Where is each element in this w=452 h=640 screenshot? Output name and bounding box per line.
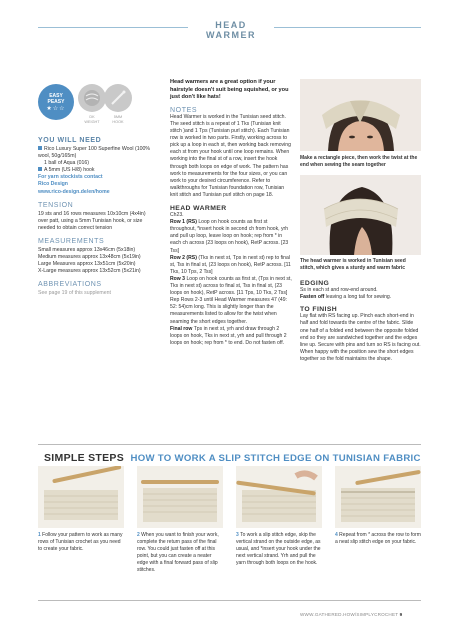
pattern-final-row [170,326,292,347]
stockists-name: Rico Design [38,181,68,188]
weight-label-line-1: DK [89,115,95,119]
measurements-heading: MEASUREMENTS [38,237,105,245]
finishing-column [300,280,421,363]
hook-item [38,167,156,174]
yarn-amount: 1 ball of Aqua (016) [44,160,89,167]
you-will-need-heading: YOU WILL NEED [38,137,102,144]
step-1-photo [38,466,124,528]
row-text: (Tks in next st, Tps in next st) rep to final st, Tss in final st, (23 loops on hook), RetP across. [11 Tks, 10 Tps, 2 Tss] [170,254,291,275]
edging-heading: EDGING [300,280,330,287]
step-description: Follow your pattern to work as many rows of Tunisian crochet as you need to create your fabric. [38,532,123,552]
row-text: Loop on hook counts as first st, (Tps in next st, Tks in next st) across to final st, Tss in final st, (23 loops on hook), RetP across. [11 Tps, 10 Tks, 2 Tss] [170,275,292,297]
page-footer [300,612,402,617]
yarn-item-text: Rico Luxury Super 100 Superfine Wool (100% wool, 50g/165m) [38,146,151,160]
row-text: Tps in next st, yrh and draw through 2 loops on hook, Tks in next st, yrh and pull through 2 loops on hook; rep from * to end. Do not fasten off. [170,325,287,346]
yarn-item [38,146,156,160]
pattern-heading: HEAD WARMER [170,205,227,212]
stockists-url[interactable]: www.rico-design.de/en/home [38,188,110,195]
step-number: 1 [38,532,41,538]
row-label: Row 3 [170,275,186,282]
step-number: 2 [137,532,140,538]
to-finish-text: Lay flat with RS facing up. Pinch each short-end in half and fold towards the centre of the fabric. Slide one half of a folded end between the opposite folded end so they are sandwiched together and the edges line up. Secure with pins and turn so RS is facing out. When happy with the position sew the short edges together so the fold maintains the shape. [300,313,421,362]
header-rule-left [38,27,188,28]
head-warmer-photo-front [300,79,421,151]
step-3-text [236,532,322,567]
bullet-square-icon [38,167,42,171]
pattern-row-1 [170,219,292,254]
simple-steps-label: SIMPLE STEPS [44,452,125,464]
step-3-photo [236,466,322,528]
photo-caption-top: Make a rectangle piece, then work the twist at the end when sewing the seam together [300,155,418,169]
head-warmer-photo-back [300,175,421,255]
difficulty-badge [38,84,74,120]
header-rule-right [274,27,421,28]
simple-steps-rule-bottom [38,600,421,601]
hook-label-line-2: HOOK [112,120,124,124]
tension-text: 19 sts and 16 rows measures 10x10cm (4x4in) over patt, using a 5mm Tunisian hook, or size needed to obtain correct tension [38,210,146,231]
hook-item-text: A 5mm (US H/8) hook [44,167,95,174]
simple-steps-title: HOW TO WORK A SLIP STITCH EDGE ON TUNISIAN FABRIC [130,453,421,464]
pattern-row-3 [170,276,292,297]
hook-size-icon [104,84,132,112]
fasten-label: Fasten off [300,294,325,301]
chain-instruction: Ch23. [170,212,184,219]
materials-column [38,136,156,297]
step-description: Repeat from * across the row to form a neat slip stitch edge on your fabric. [335,532,421,545]
bullet-square-icon [38,146,42,150]
measurement-medium: Medium measures approx 13x48cm (5x19in) [38,254,141,261]
measurement-large: Large Measures approx 13x51cm (5x20in) [38,261,136,268]
edging-text: Ss in each st and row-end around. [300,287,378,294]
notes-text: Head Warmer is worked in the Tunisian seed stitch. The seed stitch is a repeat of 1 Tks (Tunisian knit stitch )and 1 Tps (Tunisian purl stitch). Each Tunisian row is worked in two parts. Firstly, working across to pick up a loop in each st, then working back removing each st from your hook until one loop remains. When working into the final st of a row, insert the hook through both loops on edge of work. The pattern has work to measurements for the four sizes, or you can work to your desired circumference. Refer to walkthroughs for Tunisian foundation row, Tunisian knit stitch and Tunisian purl stitch on page 18. [170,113,291,198]
row-label: Final row [170,325,193,332]
difficulty-line-2: PEASY [47,99,65,105]
measurement-xlarge: X-Large measures approx 13x52cm (5x21in) [38,268,141,275]
step-number: 3 [236,532,239,538]
page-number: 9 [399,612,403,617]
row-label: Row 2 (RS) [170,254,197,261]
step-description: When you want to finish your work, complete the return pass of the final row. You could just fasten off at this point, but you can create a neater edge with a final forward pass of slip stitches. [137,532,219,573]
fasten-text: leaving a long tail for sewing. [325,294,392,301]
step-number: 4 [335,532,338,538]
pattern-column [170,79,292,347]
simple-steps-heading [44,452,421,464]
step-4-photo [335,466,421,528]
page-header-title: HEAD WARMER [206,20,256,40]
weight-label-line-2: WEIGHT [84,120,100,124]
tension-heading: TENSION [38,201,74,209]
simple-steps-rule-top [38,444,421,445]
step-2-text [137,532,223,573]
intro-text: Head warmers are a great option if your hairstyle doesn't suit being squished, or you just don't like hats! [170,79,289,101]
step-2-photo [137,466,223,528]
abbreviations-text: See page 19 of this supplement [38,290,111,297]
difficulty-line-1: EASY [49,93,63,99]
hook-label-line-1: 5MM [113,115,123,119]
difficulty-stars: ★☆☆ [46,106,66,112]
step-1-text [38,532,124,553]
row-text: Loop on hook counts as first st throughout, *insert hook in second ch from hook, yrh and pull up loop, leave loop on hook; rep from * in each ch across (23 loops on hook), RetP across. [23 Tss] [170,219,289,254]
measurement-small: Small measures approx 13x46cm (5x18in) [38,246,136,253]
pattern-repeat: Rep Rows 2-3 until Head Warmer measures 47 (49: 52: 54)cm long. This is slightly longer than the measurements listed to allow for the twist when seaming the short edges together. [170,297,288,325]
hook-size-label [98,115,138,125]
stockists-label: For yarn stockists contact [38,174,103,181]
photo-caption-bottom: The head warmer is worked in Tunisian seed stitch, which gives a sturdy and warm fabric [300,258,406,272]
notes-heading: NOTES [170,106,198,114]
step-description: To work a slip stitch edge, skip the vertical strand on the outside edge, as usual, and *insert your hook under the next vertical strand. Yrh and pull the yarn through both loops on the hook. [236,532,321,566]
yarn-weight-icon [78,84,106,112]
pattern-row-2 [170,255,292,276]
fasten-off-line [300,294,421,301]
row-label: Row 1 (RS) [170,219,197,226]
footer-url[interactable]: WWW.GATHERED.HOW/SIMPLYCROCHET [300,612,399,617]
abbreviations-heading: ABBREVIATIONS [38,281,102,289]
step-4-text [335,532,421,546]
to-finish-heading: TO FINISH [300,306,338,314]
